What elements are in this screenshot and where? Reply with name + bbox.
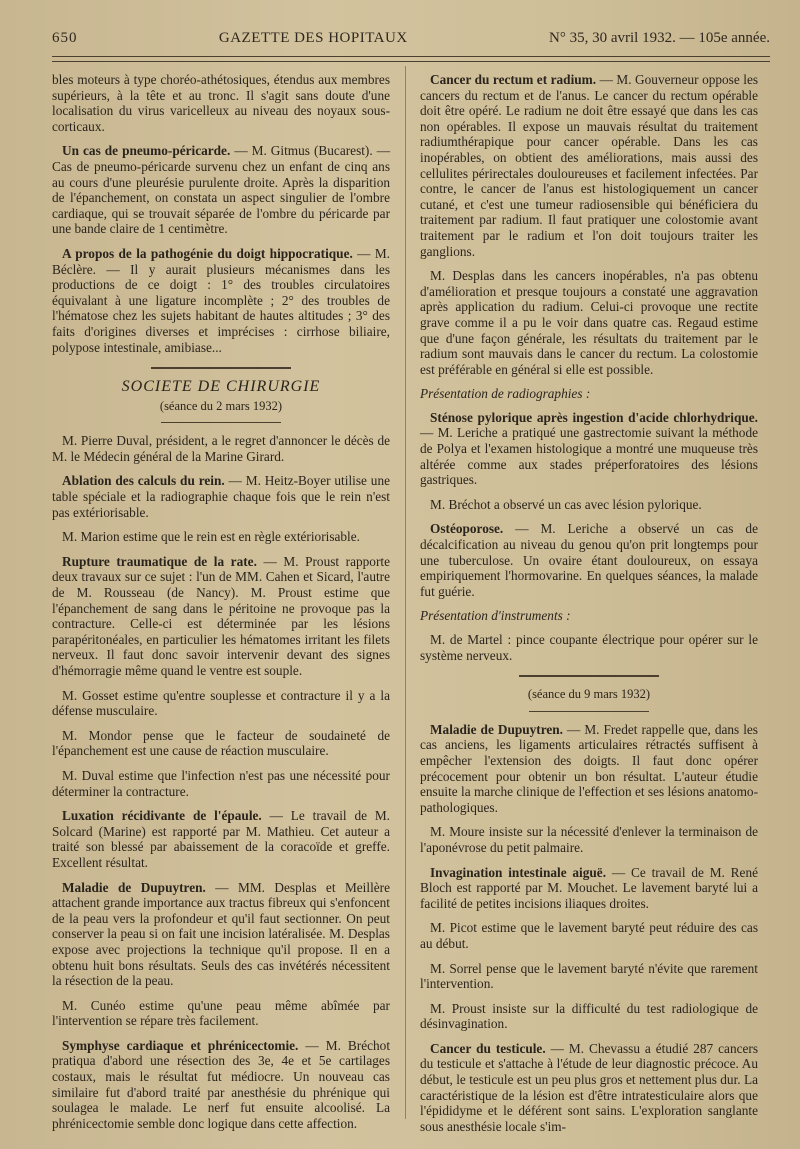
paragraph: M. Pierre Duval, président, a le regret d'annoncer le décès de M. le Médecin général de la Marine Girard. [52, 433, 390, 464]
article-body: — M. Heitz-Boyer utilise une table spéciale et la radiographie chaque fois que le rein n'est pas extériorisable. [52, 473, 390, 520]
article [420, 865, 758, 912]
article-body: — Ce travail de M. René Bloch est rapporté par M. Mouchet. Le lavement baryté lui a facilité de petites incisions iliaques droites. [420, 864, 759, 911]
article-body: — Le travail de M. Solcard (Marine) est rapporté par M. Mathieu. Cet auteur a traité son blessé par abaissement de la coracoïde et greffe. Excellent résultat. [52, 808, 390, 870]
paragraph: M. de Martel : pince coupante électrique pour opérer sur le système nerveux. [420, 632, 758, 663]
paragraph: M. Duval estime que l'infection n'est pas une nécessité pour déterminer la contracture. [52, 767, 390, 799]
left-column [52, 72, 390, 1140]
article-title: Ablation des calculs du rein. [62, 473, 225, 489]
article [52, 1038, 390, 1132]
paragraph: M. Cunéo estime qu'une peau même abîmée par l'intervention se répare très facilement. [52, 997, 390, 1029]
article-body: — M. Proust rapporte deux travaux sur ce sujet : l'un de MM. Cahen et Sicard, l'autre de M. Rousseau (de Nancy). M. Proust estime que l'épanchement de sang dans le péritoine ne provoque pas la contracture. Celle-ci est déterminée par les lésions parapéritonéales, en particulier les hématomes irritant les filets nerveux. Il faut donc savoir intervenir devant des signes d'hémorragie même quand le ventre est souple. [52, 553, 390, 678]
article-body: — M. Béclère. — Il y aurait plusieurs mécanismes dans les productions de ce doigt : 1° des troubles circulatoires équivalant à une ligature incomplète ; 2° des troubles de l'hématose chez les sujets habitant de hautes altitudes ; 3° des faits d'origines diverses et imprécises : cirrhose biliaire, polypose intestinale, amibiase... [52, 245, 390, 355]
issue-line: N° 35, 30 avril 1932. — 105e année. [549, 30, 770, 46]
article-title: Luxation récidivante de l'épaule. [62, 808, 262, 824]
session-date: (séance du 9 mars 1932) [527, 687, 651, 702]
divider [161, 422, 281, 423]
article-title: Cancer du rectum et radium. [430, 72, 597, 87]
article-title: Rupture traumatique de la rate. [62, 553, 257, 569]
session-date: (séance du 2 mars 1932) [159, 398, 283, 413]
article-body: — M. Fredet rappelle que, dans les cas anciens, les ligaments articulaires rétractés suffisent à empêcher l'extension des doigts. Il faut donc opérer précocement pour obtenir un bon résultat. L'auteur étudie ensuite la marche clinique de l'effection et ses lésions anatomo-pathologiques. [420, 721, 758, 815]
page-number: 650 [52, 30, 78, 46]
paragraph: M. Moure insiste sur la nécessité d'enlever la terminaison de l'aponévrose du petit palmaire. [420, 824, 758, 855]
paragraph: M. Mondor pense que le facteur de soudaineté de l'épanchement est une cause de réaction musculaire. [52, 727, 390, 759]
paragraph: M. Proust insiste sur la difficulté du test radiologique de désinvagination. [420, 1000, 758, 1032]
paragraph: M. Picot estime que le lavement baryté peut réduire des cas au début. [420, 920, 758, 951]
paragraph: M. Bréchot a observé un cas avec lésion pylorique. [430, 496, 702, 512]
article [52, 143, 390, 237]
article-body: — M. Gitmus (Bucarest). — Cas de pneumo-péricarde survenu chez un enfant de cinq ans au cours d'une pleurésie purulente droite. Après la disparition de l'épanchement, on constata un aspect singulier de l'ombre cardiaque, qui se trouvait séparée de l'ombre du péricarde par une bande claire de 1 centimètre. [52, 143, 391, 237]
article-body: — M. Gouverneur oppose les cancers du rectum et de l'anus. Le cancer du rectum opérable doit être opéré. Le radium ne doit être essayé que dans les cas non opérables. Il expose un mauvais résultat du traitement radiumthérapique pour cancer opérable. Dans les cas inopérables, on obtient des améliorations, mais aussi des cellulites périrectales douloureuses et facilement infectées. Par contre, le cancer de l'anus est histologiquement un cancer cutané, et c'est une tumeur radiosensible qui bénéficiera du traitement par radium. Il faut pratiquer une colostomie avant traitement par le radium et l'on doit toujours traiter les ganglions. [420, 72, 759, 259]
paragraph: M. Sorrel pense que le lavement baryté n'évite que rarement l'intervention. [420, 960, 758, 992]
paragraph: bles moteurs à type choréo-athétosiques, étendus aux membres supérieurs, à la tête et au tronc. Il s'agit sans doute d'une localisation du virus varicelleux au niveau des noyaux sous-corticaux. [52, 72, 390, 134]
article [420, 1041, 758, 1135]
section-rule [151, 367, 291, 369]
article [52, 473, 390, 520]
article-body: — M. Leriche a observé un cas de décalcification au niveau du genou qu'on prit longtemps pour une tuberculose. Un ovaire étant douloureux, on essaya empiriquement l'hormovarine. En quelques séances, la malade fut guérie. [420, 521, 758, 599]
article-body: — MM. Desplas et Meillère attachent grande importance aux tractus fibreux qui s'enfoncent de la peau vers la profondeur et qu'il faut sectionner. On peut conserver la peau si on fait une incision latéralisée. M. Desplas expose avec projections la technique qu'il propose. Il en a obtenu huit bons résultats. Seuls des cas invétérés nécessitent la résection de la peau. [52, 879, 390, 989]
article [420, 72, 758, 259]
subheading: Présentation de radiographies : [420, 386, 591, 402]
article-title: Un cas de pneumo-péricarde. [62, 143, 231, 159]
divider [529, 711, 649, 712]
article [52, 808, 390, 870]
subheading: Présentation d'instruments : [420, 608, 571, 624]
article [52, 554, 390, 679]
article [420, 521, 758, 599]
article-body: — M. Chevassu a étudié 287 cancers du testicule et s'attache à l'étude de leur diagnostic précoce. Au début, le testicule est un peu plus gros et nettement plus dur. La caractéristique de la lésion est d'être intratesticulaire alors que l'épididyme et le déférent sont sains. L'exploration sanglante sous anesthésie locale s'im- [420, 1040, 758, 1134]
section-rule [519, 675, 659, 677]
article-body: — M. Bréchot pratiqua d'abord une résection des 3e, 4e et 5e cartilages costaux, mais le résultat fut médiocre. Un nouveau cas similaire fut d'abord traité par anesthésie du phrénique qui soulagea le malade. Le nerf fut ensuite alcoolisé. La phrénicectomie semble donc logique dans cette affection. [52, 1037, 391, 1131]
section-title: SOCIETE DE CHIRURGIE [121, 378, 321, 396]
article [420, 410, 758, 488]
paragraph: M. Desplas dans les cancers inopérables, n'a pas obtenu d'amélioration et presque toujours a constaté une aggravation après application du radium. Celui-ci provoque une rectite grave comme il a pu le voir dans quatre cas. Regaud estime que d'une façon générale, les résultats du traitement par le radium sont mauvais dans le cancer du rectum. La colostomie est préférable en général si elle est possible. [420, 268, 758, 377]
paragraph: M. Marion estime que le rein est en règle extériorisable. [62, 529, 360, 545]
article-title: Maladie de Dupuytren. [62, 879, 206, 895]
right-column [420, 72, 758, 1143]
article-title: Cancer du testicule. [430, 1040, 546, 1056]
article-body: — M. Leriche a pratiqué une gastrectomie suivant la méthode de Polya et l'examen histologique a montré une muqueuse très altérée comme aux stades préperforatoires des lésions gastriques. [420, 425, 758, 488]
article-title: Ostéoporose. [430, 521, 504, 537]
article-title: Sténose pylorique après ingestion d'acide chlorhydrique. [430, 409, 758, 425]
article-title: Invagination intestinale aiguë. [430, 864, 607, 880]
journal-title: GAZETTE DES HOPITAUX [218, 30, 408, 46]
column-divider [405, 66, 406, 1119]
article-title: A propos de la pathogénie du doigt hippocratique. [62, 245, 353, 261]
paragraph: M. Gosset estime qu'entre souplesse et contracture il y a la défense musculaire. [52, 687, 390, 719]
article [52, 880, 390, 989]
article [420, 722, 758, 816]
article-title: Symphyse cardiaque et phrénicectomie. [62, 1037, 299, 1053]
article-title: Maladie de Dupuytren. [430, 721, 563, 737]
header-rule [52, 56, 770, 62]
article [52, 246, 390, 355]
page-header [52, 30, 770, 52]
